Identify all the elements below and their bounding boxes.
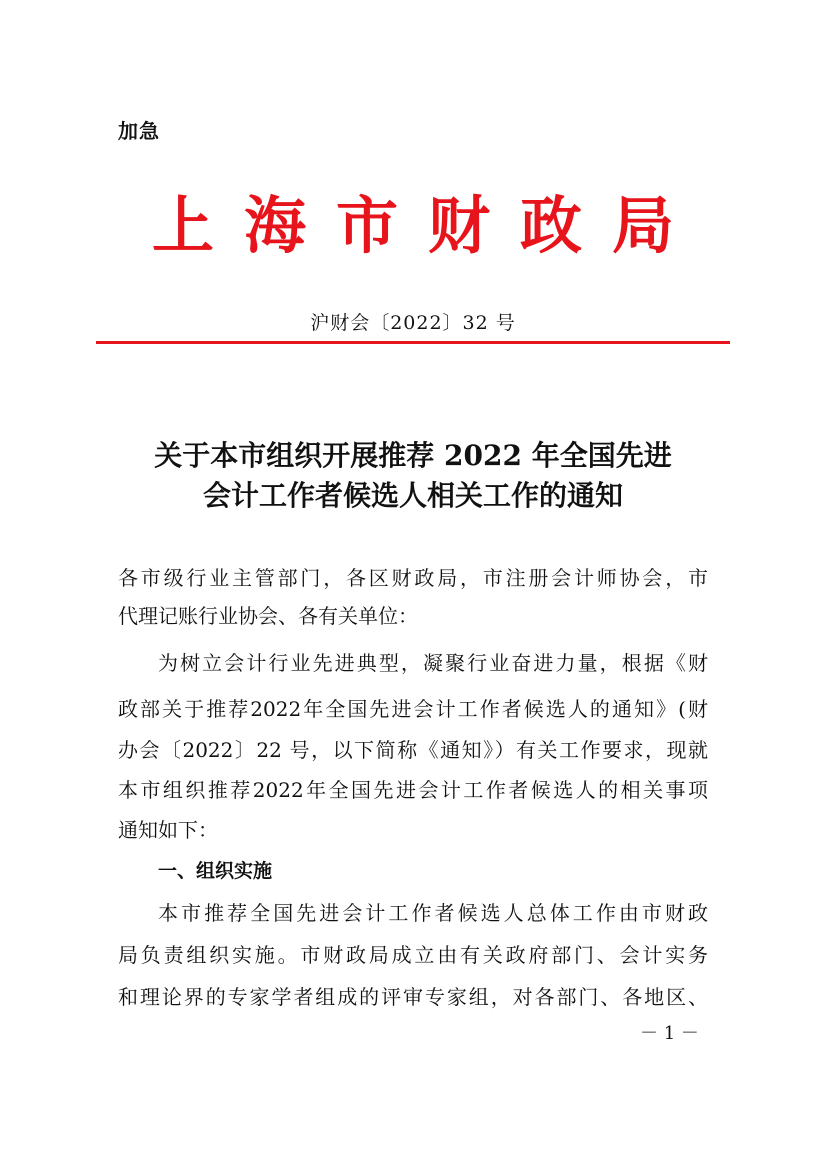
addressee-line: 代理记账行业协会、各有关单位： <box>118 604 418 628</box>
document-title-line-2: 会计工作者候选人相关工作的通知 <box>202 479 623 512</box>
paragraph-line: 本市组织推荐2022年全国先进会计工作者候选人的相关事项 <box>118 778 708 802</box>
paragraph-line: 和理论界的专家学者组成的评审专家组，对各部门、各地区、 <box>118 985 708 1009</box>
addressee-line: 各市级行业主管部门，各区财政局，市注册会计师协会，市 <box>118 566 708 590</box>
paragraph-line: 通知如下： <box>118 818 218 842</box>
page-number: － 1 － <box>640 1023 699 1044</box>
document-number: 沪财会〔2022〕32 号 <box>310 312 516 334</box>
paragraph-line: 本市推荐全国先进会计工作者候选人总体工作由市财政 <box>158 901 708 925</box>
red-divider-line <box>96 341 730 344</box>
document-title-line-1: 关于本市组织开展推荐 2022 年全国先进 <box>154 439 672 472</box>
paragraph-line: 为树立会计行业先进典型，凝聚行业奋进力量，根据《财 <box>158 651 708 675</box>
urgency-label: 加急 <box>118 119 160 143</box>
issuer-masthead: 上海市财政局 <box>151 189 704 262</box>
paragraph-line: 办会〔2022〕22 号，以下简称《通知》）有关工作要求，现就 <box>118 738 708 762</box>
paragraph-line: 政部关于推荐2022年全国先进会计工作者候选人的通知》(财 <box>118 697 708 721</box>
section-heading: 一、组织实施 <box>158 860 273 882</box>
paragraph-line: 局负责组织实施。市财政局成立由有关政府部门、会计实务 <box>118 943 708 967</box>
